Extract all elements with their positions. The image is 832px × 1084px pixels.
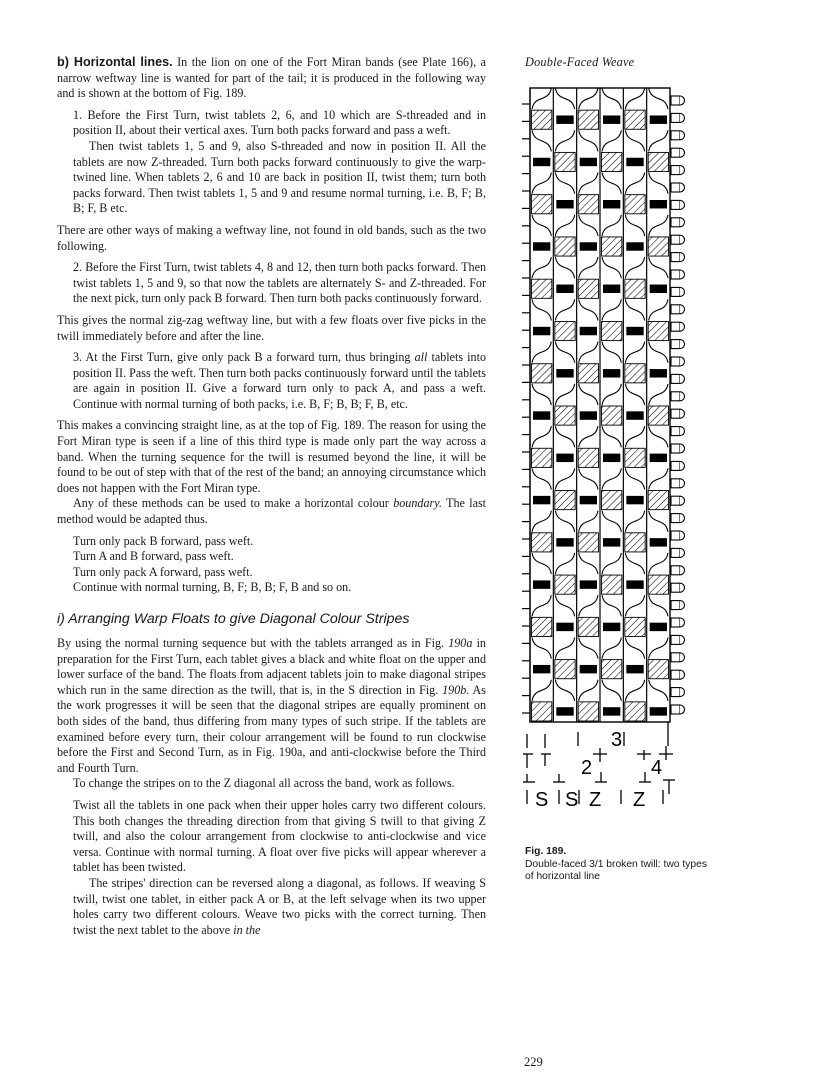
item-3-text-a: 3. At the First Turn, give only pack B a forward turn, thus bringing: [73, 350, 411, 365]
any-text-b: The last method would be adapted thus.: [57, 496, 487, 527]
paragraph-zigzag: This gives the normal zig-zag weftway line, but with a few floats over five picks in the twill immediately before and after the line.: [57, 312, 486, 343]
figure-caption: [525, 846, 775, 884]
caption-line-1: Double-faced 3/1 broken twill: two types: [525, 858, 708, 870]
section-heading-i: i) Arranging Warp Floats to give Diagonal Colour Stripes: [57, 611, 410, 627]
paragraph-diagonal-3: Twist all the tablets in one pack when their upper holes carry two different colours. This both changes the threading direction from that giving S twill to that giving Z twill, and also the colour arrangement from clockwise to anti-clockwise and vice versa. Continue with normal turning. A float over five picks will appear wherever a tablet has been twisted.: [73, 797, 486, 875]
p1-text-a: By using the normal turning sequence but with the tablets arranged as in Fig.: [57, 636, 445, 650]
paragraph-other-ways: There are other ways of making a weftway line, not found in old bands, such as the two following.: [57, 222, 486, 253]
turning-notation: [523, 722, 693, 814]
notation-turn-2: 2: [581, 757, 593, 779]
any-emphasis: boundary.: [393, 496, 442, 511]
p4-emphasis: in the: [233, 922, 261, 937]
notation-turn-4: 4: [651, 757, 663, 779]
item-1b: Then twist tablets 1, 5 and 9, also S-threaded and now in position II. All the tablets are now Z-threaded. Turn both packs forward continuously to give the warp-twined line. When tablets 2, 6 and 10 are back in position II, twist them; turn both packs forward. Then twist tablets 1, 5 and 9 and resume normal turning, i.e. B, F; B, B; F, B etc.: [73, 138, 486, 216]
item-2: 2. Before the First Turn, twist tablets 4, 8 and 12, then turn both packs forward. Then twist tablets 1, 5 and 9, so that now the tablets are alternately S- and Z-threaded. For the next pick, turn only pack B forward. Then turn both packs continuously forward.: [73, 260, 486, 306]
running-head: Double-Faced Weave: [525, 55, 635, 69]
notation-s-1: S: [535, 789, 549, 811]
item-1a: 1. Before the First Turn, twist tablets 2, 6, and 10 which are S-threaded and in position II, about their vertical axes. Turn both packs forward and pass a weft.: [73, 107, 486, 138]
notation-turn-3: 3: [611, 729, 623, 751]
step-item: Continue with normal turning, B, F; B, B; F, B and so on.: [73, 580, 352, 595]
paragraph-any-methods: [57, 496, 486, 527]
any-text-a: Any of these methods can be used to make a horizontal colour: [73, 496, 389, 511]
caption-label: Fig. 189.: [525, 846, 567, 857]
weave-figure: [520, 86, 695, 726]
paragraph-convincing: This makes a convincing straight line, as at the top of Fig. 189. The reason for using the Fort Miran type is seen if a line of this third type is made only part the way across a band. When the turning sequence for the twill is resumed beyond the line, it will be found to be out of step with that of the rest of the band; an annoying circumstance which does not happen with the Fort Miran type.: [57, 418, 486, 495]
item-3-emphasis: all: [414, 350, 428, 365]
main-text-column: [57, 55, 486, 938]
step-item: Turn only pack B forward, pass weft.: [73, 533, 254, 548]
p1-fig-ref-b: 190b.: [442, 682, 470, 697]
step-item: Turn only pack A forward, pass weft.: [73, 564, 253, 579]
item-3-text-b: tablets into position II. Pass the weft. Then turn both packs continuously forward until the tablets are again in position II. Give a forward turn only to pack A, and pass a weft. Continue with normal turning of both packs, i.e. B, F; B, B; F, B, etc.: [73, 350, 486, 411]
p1-fig-ref-a: 190a: [448, 636, 473, 650]
paragraph-diagonal-1: [57, 636, 486, 776]
notation-z-1: Z: [589, 789, 602, 811]
intro-text: In the lion on one of the Fort Miran bands (see Plate 166), a narrow weftway line is wanted for part of the tail; it is produced in the following way and is shown at the bottom of Fig. 189.: [57, 55, 486, 101]
warp-threads: [522, 88, 685, 722]
page-number: 229: [524, 1055, 543, 1069]
notation-z-2: Z: [633, 789, 646, 811]
section-heading-b: b) Horizontal lines.: [57, 55, 173, 69]
step-item: Turn A and B forward, pass weft.: [73, 549, 234, 564]
caption-line-2: of horizontal line: [525, 871, 600, 883]
paragraph-diagonal-4: [57, 876, 486, 938]
p1-text-b: in preparation for the First Turn, each tablet gives a black and white float on the upper and lower surface of the band. The floats from adjacent tablets join to make diagonal stripes which run in the same direction as the twill, that is, in the S direction in Fig.: [57, 636, 486, 697]
notation-s-2: S: [565, 789, 579, 811]
item-3: [57, 350, 486, 412]
paragraph-diagonal-2: To change the stripes on to the Z diagonal all across the band, work as follows.: [73, 776, 455, 791]
paragraph-horizontal-lines-intro: [57, 55, 486, 102]
p1-text-c: As the work progresses it will be seen that the diagonal stripes are equally prominent on both sides of the band, thus differing from many types of such stripe. If the tablets are examined before every turn, their colour arrangement will be found to run clockwise before the First and Second Turn, as in Fig. 190a, and anti-clockwise before the Third and Fourth Turn.: [57, 682, 486, 775]
p4-text: The stripes' direction can be reversed along a diagonal, as follows. If weaving S twill, twist one tablet, in either pack A or B, at the left selvage when its two upper holes carry two different colours. Weave two picks with the correct turning. Then twist the next tablet to the above: [73, 875, 486, 937]
steps-list: [57, 534, 486, 596]
